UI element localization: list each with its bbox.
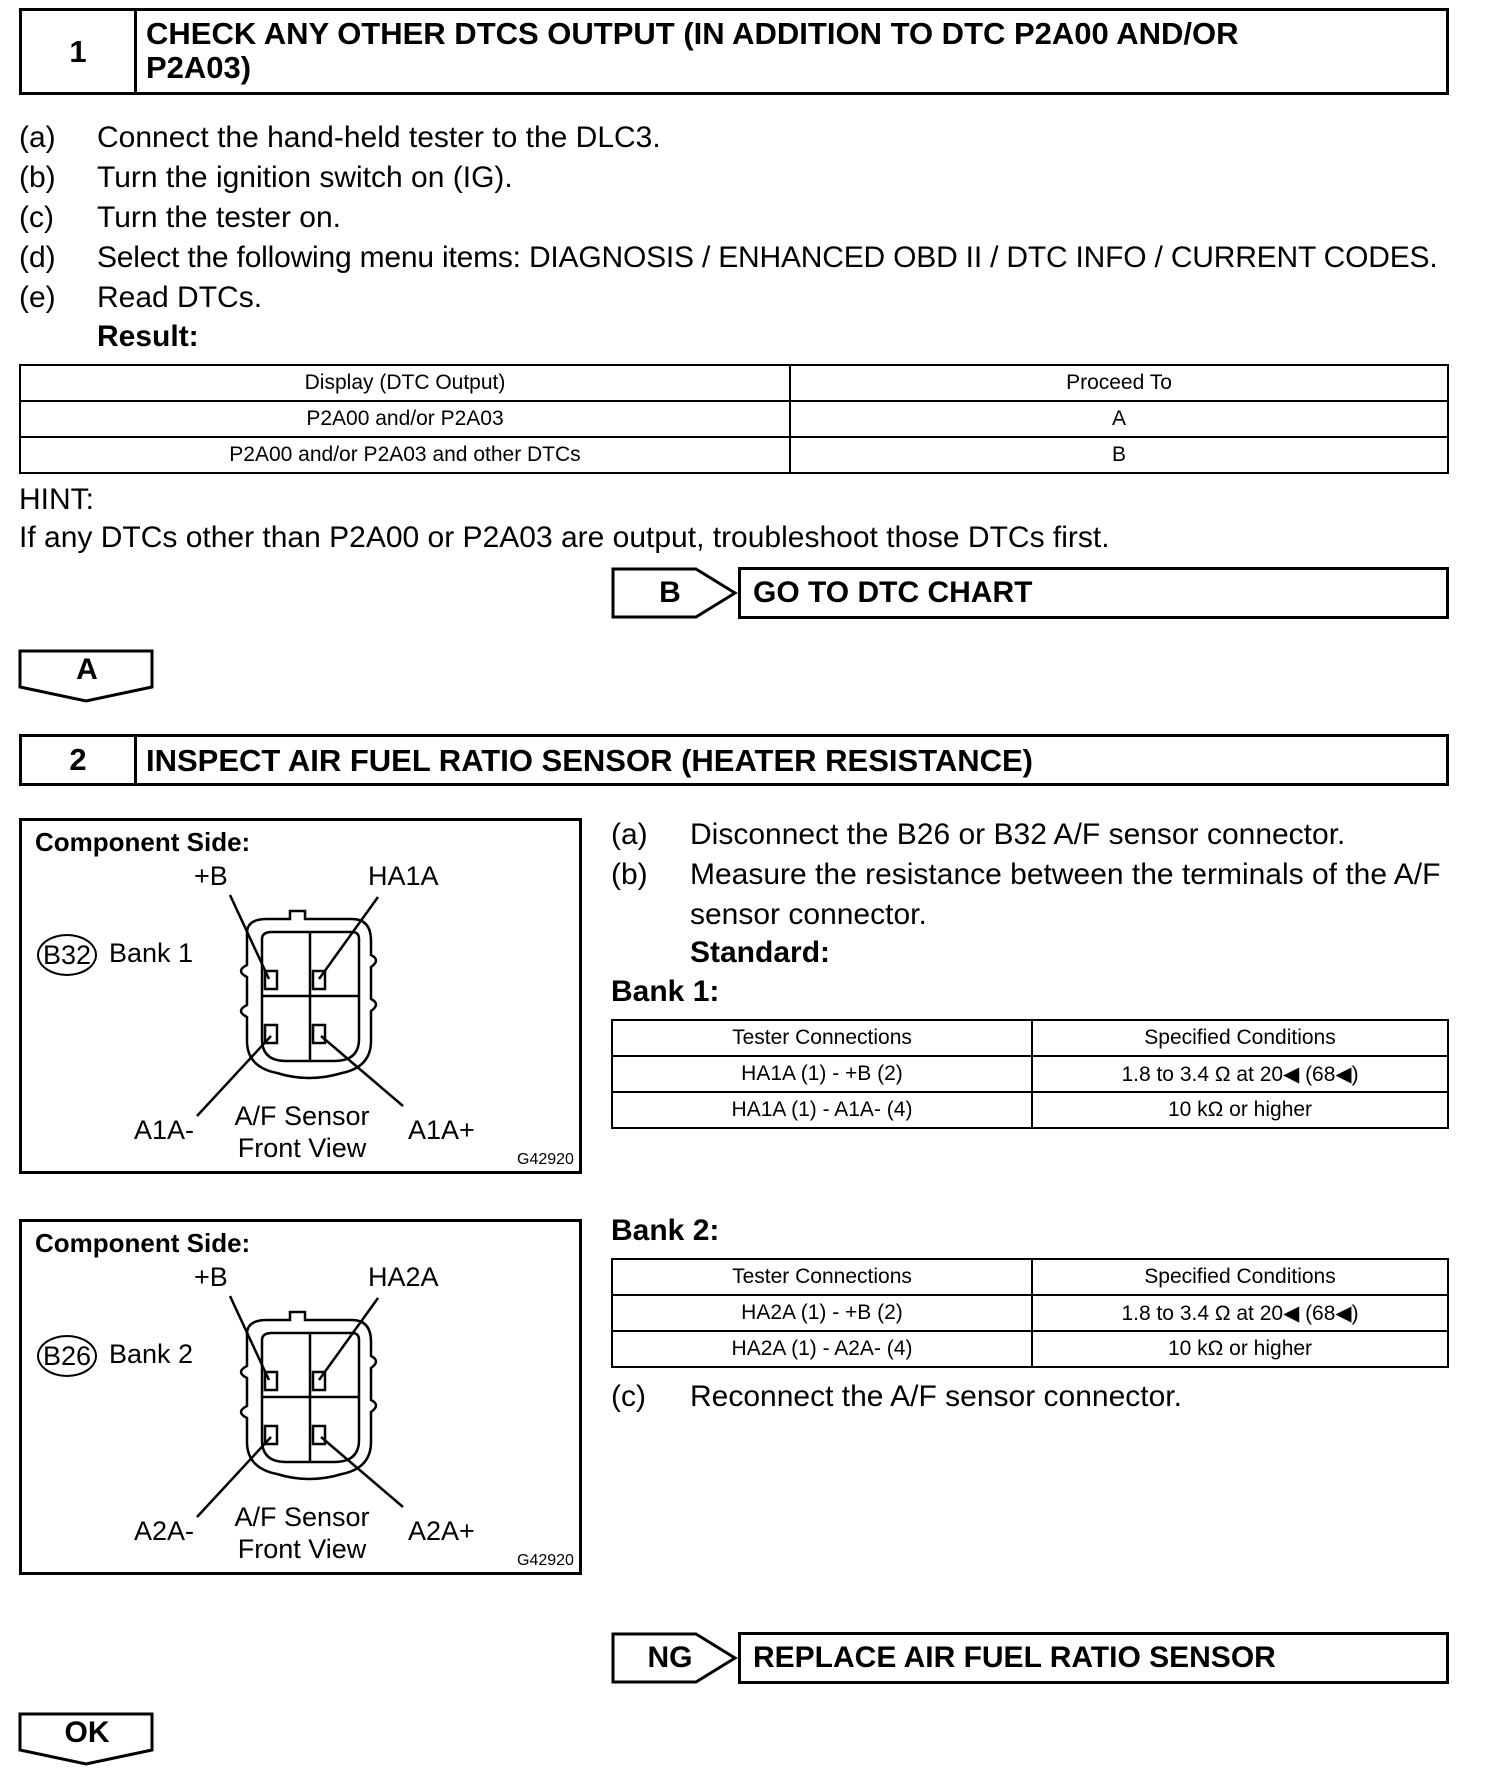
result-table	[19, 364, 1449, 474]
item-text: Connect the hand-held tester to the DLC3.	[97, 121, 661, 154]
bank-label: Bank 2	[109, 1339, 194, 1369]
label-top-right: HA1A	[368, 861, 439, 891]
step1-header	[19, 8, 1449, 95]
table-row	[612, 1295, 1448, 1331]
step2-number: 2	[22, 737, 137, 783]
table-header: Tester Connections	[612, 1259, 1032, 1295]
table-header-row	[612, 1259, 1448, 1295]
label-bottom-right: A2A+	[408, 1516, 475, 1546]
table-header: Specified Conditions	[1032, 1259, 1448, 1295]
table-header: Specified Conditions	[1032, 1020, 1448, 1056]
table-header-row	[612, 1020, 1448, 1056]
table-row	[612, 1331, 1448, 1367]
branch-ok-code[interactable]: OK	[64, 1716, 110, 1749]
table-row	[20, 401, 1448, 437]
table-cell: HA1A (1) - +B (2)	[612, 1056, 1032, 1092]
item-text: Measure the resistance between the terminals of the A/F	[690, 858, 1441, 891]
table-header: Display (DTC Output)	[20, 365, 790, 401]
connector-id-badge: B26	[37, 1335, 97, 1377]
label-plus-b: +B	[194, 861, 228, 891]
figure-code: G42920	[517, 1151, 574, 1168]
figure-code: G42920	[517, 1552, 574, 1569]
branch-b-code: B	[659, 576, 681, 609]
item-text: Turn the ignition switch on (IG).	[97, 161, 513, 194]
table-cell: 10 kΩ or higher	[1032, 1092, 1448, 1128]
connector-drawing-icon	[22, 1222, 582, 1574]
table-cell: HA2A (1) - +B (2)	[612, 1295, 1032, 1331]
table-row	[612, 1092, 1448, 1128]
item-label: (b)	[611, 858, 648, 891]
step2-header	[19, 734, 1449, 786]
label-bottom-right: A1A+	[408, 1115, 475, 1145]
item-text: Select the following menu items: DIAGNOSIS / ENHANCED OBD II / DTC INFO / CURRENT CODES.	[97, 241, 1438, 274]
label-bottom-left: A2A-	[134, 1516, 195, 1546]
bank1-table	[611, 1019, 1449, 1129]
item-text: Turn the tester on.	[97, 201, 342, 234]
table-header: Proceed To	[790, 365, 1448, 401]
step2-title: INSPECT AIR FUEL RATIO SENSOR (HEATER RESISTANCE)	[146, 743, 1033, 778]
branch-ng-code: NG	[647, 1641, 693, 1674]
bank2-table	[611, 1258, 1449, 1368]
hint-label: HINT:	[19, 483, 94, 516]
step1-title-line2: P2A03)	[146, 50, 252, 85]
item-label: (a)	[19, 121, 56, 154]
item-label: (c)	[19, 201, 54, 234]
item-text: Read DTCs.	[97, 281, 263, 314]
connector-id-badge: B32	[37, 934, 97, 976]
table-cell: A	[790, 401, 1448, 437]
hint-text: If any DTCs other than P2A00 or P2A03 are output, troubleshoot those DTCs first.	[19, 521, 1110, 554]
bank-label: Bank 1	[109, 938, 194, 968]
item-text: Reconnect the A/F sensor connector.	[690, 1380, 1182, 1413]
step1-title-line1: CHECK ANY OTHER DTCS OUTPUT (IN ADDITION TO DTC P2A00 AND/OR	[146, 16, 1239, 51]
caption-line2: Front View	[237, 1534, 367, 1564]
caption-line1: A/F Sensor	[234, 1502, 370, 1532]
bank2-label: Bank 2:	[611, 1214, 720, 1247]
table-cell: 10 kΩ or higher	[1032, 1331, 1448, 1367]
item-label: (c)	[611, 1380, 646, 1413]
figure-header: Component Side:	[35, 827, 251, 857]
table-cell: 1.8 to 3.4 Ω at 20◀ (68◀)	[1032, 1295, 1448, 1331]
item-label: (d)	[19, 241, 56, 274]
item-text: sensor connector.	[690, 898, 927, 931]
table-header-row	[20, 365, 1448, 401]
result-label: Result:	[97, 320, 199, 353]
table-header: Tester Connections	[612, 1020, 1032, 1056]
figure-header: Component Side:	[35, 1228, 251, 1258]
branch-b-action[interactable]: GO TO DTC CHART	[738, 567, 1449, 619]
item-label: (a)	[611, 818, 648, 851]
label-plus-b: +B	[194, 1262, 228, 1292]
label-bottom-left: A1A-	[134, 1115, 195, 1145]
table-cell: P2A00 and/or P2A03	[20, 401, 790, 437]
table-cell: 1.8 to 3.4 Ω at 20◀ (68◀)	[1032, 1056, 1448, 1092]
connector-figure-bank1	[19, 818, 582, 1174]
table-cell: HA2A (1) - A2A- (4)	[612, 1331, 1032, 1367]
item-text: Disconnect the B26 or B32 A/F sensor connector.	[690, 818, 1346, 851]
item-label: (e)	[19, 281, 56, 314]
label-top-right: HA2A	[368, 1262, 439, 1292]
branch-a-code[interactable]: A	[76, 653, 98, 686]
table-cell: P2A00 and/or P2A03 and other DTCs	[20, 437, 790, 473]
table-cell: B	[790, 437, 1448, 473]
table-row	[612, 1056, 1448, 1092]
item-label: (b)	[19, 161, 56, 194]
caption-line1: A/F Sensor	[234, 1101, 370, 1131]
step1-number: 1	[22, 11, 137, 92]
table-row	[20, 437, 1448, 473]
table-cell: HA1A (1) - A1A- (4)	[612, 1092, 1032, 1128]
connector-drawing-icon	[22, 821, 582, 1173]
standard-label: Standard:	[690, 936, 831, 969]
caption-line2: Front View	[237, 1133, 367, 1163]
bank1-label: Bank 1:	[611, 975, 720, 1008]
branch-ng-action[interactable]: REPLACE AIR FUEL RATIO SENSOR	[738, 1632, 1449, 1684]
connector-figure-bank2	[19, 1219, 582, 1575]
